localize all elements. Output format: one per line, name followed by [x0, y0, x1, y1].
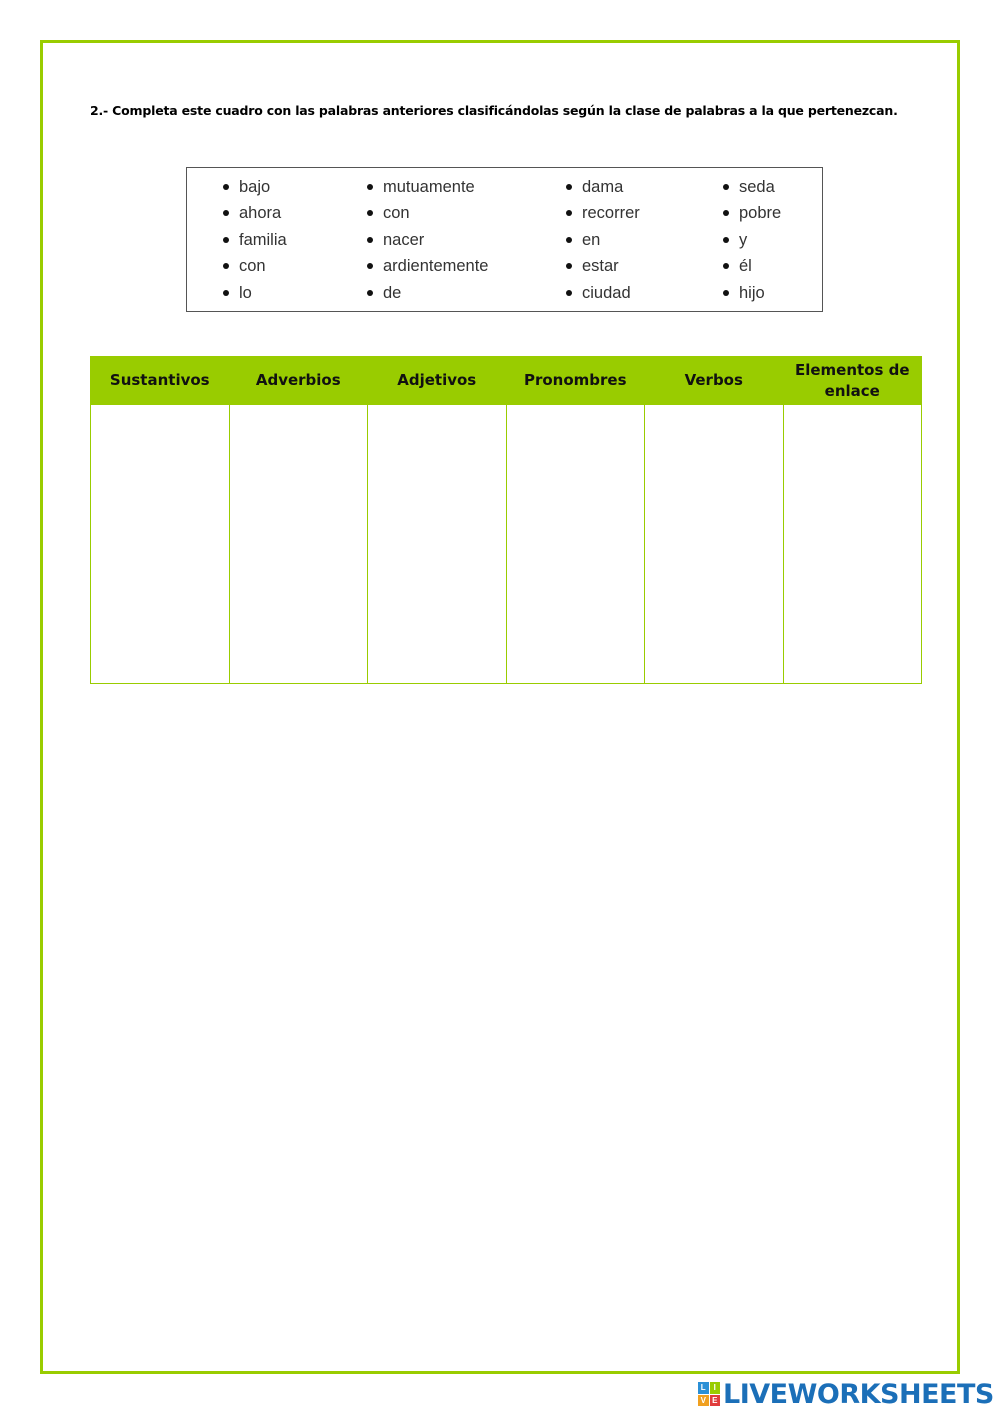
word-column-2	[367, 176, 489, 308]
table-row	[91, 405, 922, 684]
word-item: dama	[566, 176, 640, 202]
word-item: ardientemente	[367, 255, 489, 281]
bullet-icon	[723, 263, 729, 269]
word-item: pobre	[723, 202, 781, 228]
word-item: nacer	[367, 229, 489, 255]
header-adjetivos: Adjetivos	[368, 357, 507, 405]
word-item: ahora	[223, 202, 287, 228]
word-item: seda	[723, 176, 781, 202]
exercise-instruction: 2.- Completa este cuadro con las palabras anteriores clasificándolas según la clase de palabras a la que pertenezcan.	[90, 103, 898, 118]
bullet-icon	[723, 210, 729, 216]
word-column-4	[723, 176, 781, 308]
bullet-icon	[566, 184, 572, 190]
header-pronombres: Pronombres	[506, 357, 645, 405]
bullet-icon	[367, 184, 373, 190]
word-item: estar	[566, 255, 640, 281]
logo-mark-icon: L I V E	[698, 1382, 720, 1406]
bullet-icon	[566, 237, 572, 243]
bullet-icon	[223, 263, 229, 269]
header-adverbios: Adverbios	[229, 357, 368, 405]
bullet-icon	[223, 210, 229, 216]
word-item: y	[723, 229, 781, 255]
word-item: de	[367, 282, 489, 308]
header-elementos-de-enlace: Elementos de enlace	[783, 357, 922, 405]
word-item: recorrer	[566, 202, 640, 228]
answer-cell-elementos-de-enlace[interactable]	[783, 405, 922, 684]
word-item: lo	[223, 282, 287, 308]
bullet-icon	[367, 263, 373, 269]
word-item: con	[367, 202, 489, 228]
liveworksheets-logo	[698, 1378, 994, 1410]
logo-text: LIVEWORKSHEETS	[723, 1378, 994, 1410]
answer-cell-adjetivos[interactable]	[368, 405, 507, 684]
answer-cell-pronombres[interactable]	[506, 405, 645, 684]
word-item: con	[223, 255, 287, 281]
bullet-icon	[566, 210, 572, 216]
bullet-icon	[723, 237, 729, 243]
word-column-3	[566, 176, 640, 308]
answer-cell-verbos[interactable]	[645, 405, 784, 684]
classification-table	[90, 356, 922, 684]
word-item: hijo	[723, 282, 781, 308]
header-verbos: Verbos	[645, 357, 784, 405]
header-sustantivos: Sustantivos	[91, 357, 230, 405]
answer-cell-adverbios[interactable]	[229, 405, 368, 684]
word-item: bajo	[223, 176, 287, 202]
bullet-icon	[723, 184, 729, 190]
bullet-icon	[223, 290, 229, 296]
word-item: mutuamente	[367, 176, 489, 202]
word-bank	[186, 167, 823, 312]
answer-cell-sustantivos[interactable]	[91, 405, 230, 684]
bullet-icon	[223, 184, 229, 190]
word-item: ciudad	[566, 282, 640, 308]
bullet-icon	[223, 237, 229, 243]
bullet-icon	[367, 290, 373, 296]
bullet-icon	[367, 210, 373, 216]
bullet-icon	[723, 290, 729, 296]
word-column-1	[223, 176, 287, 308]
bullet-icon	[566, 290, 572, 296]
word-item: él	[723, 255, 781, 281]
bullet-icon	[566, 263, 572, 269]
word-item: familia	[223, 229, 287, 255]
word-item: en	[566, 229, 640, 255]
table-header-row	[91, 357, 922, 405]
bullet-icon	[367, 237, 373, 243]
